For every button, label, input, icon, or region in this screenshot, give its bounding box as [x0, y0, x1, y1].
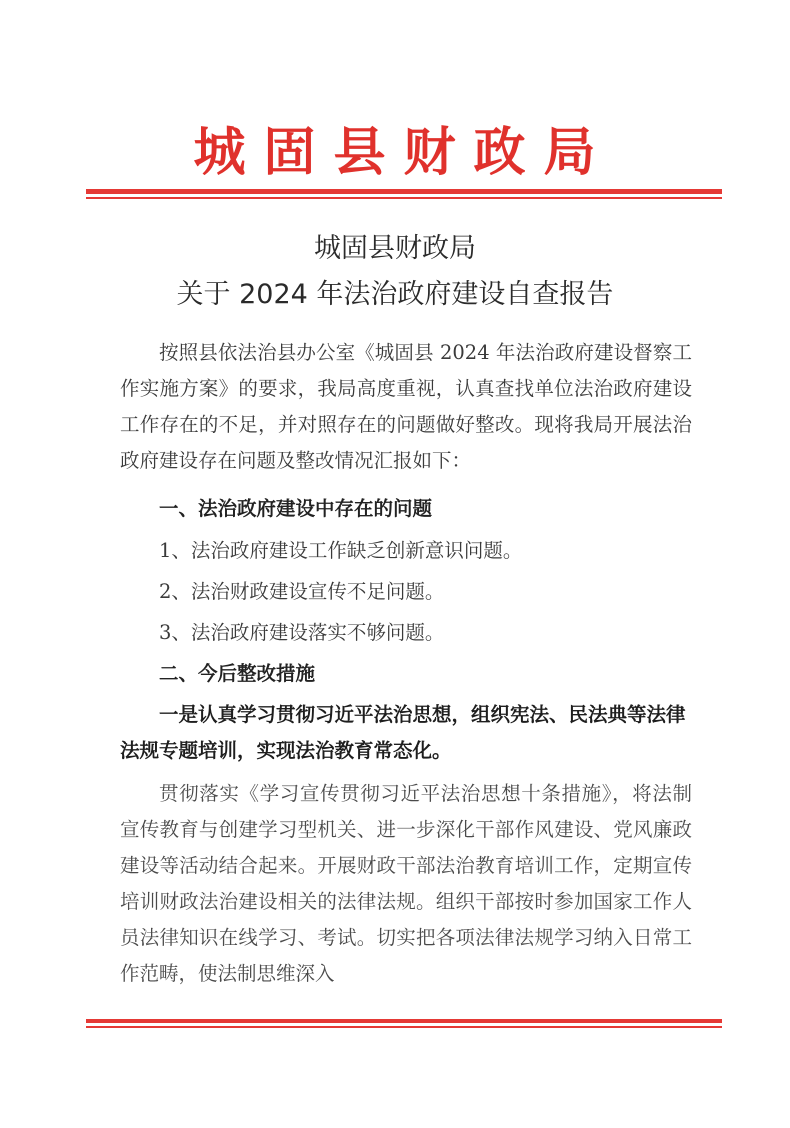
section-heading-measures: 二、今后整改措施: [159, 662, 316, 685]
footer-rule-thin: [86, 1026, 722, 1028]
intro-paragraph: 按照县依法治县办公室《城固县 2024 年法治政府建设督察工作实施方案》的要求，我局高度重视，认真查找单位法治政府建设工作存在的不足，并对照存在的问题做好整改。现将我局开展法治政府建设存在问题及整改情况汇报如下：: [120, 341, 692, 472]
report-title-line1: 城固县财政局: [314, 233, 476, 264]
issue-item: 3、法治政府建设落实不够问题。: [159, 621, 445, 644]
section-heading-problems: 一、法治政府建设中存在的问题: [159, 497, 433, 520]
header-rule-thin: [86, 197, 722, 199]
masthead-agency-name: 城固县财政局: [193, 122, 614, 183]
measure-lead-bold: 一是认真学习贯彻习近平法治思想，组织宪法、民法典等法律法规专题培训，实现法治教育常态化。: [120, 703, 686, 762]
header-rule-thick: [86, 189, 722, 194]
report-title-line2: 关于 2024 年法治政府建设自查报告: [176, 279, 614, 310]
issue-item: 1、法治政府建设工作缺乏创新意识问题。: [159, 539, 523, 562]
measure-body-paragraph: 贯彻落实《学习宣传贯彻习近平法治思想十条措施》，将法制宣传教育与创建学习型机关、进一步深化干部作风建设、党风廉政建设等活动结合起来。开展财政干部法治教育培训工作，定期宣传培训财政法治建设相关的法律法规。组织干部按时参加国家工作人员法律知识在线学习、考试。切实把各项法律法规学习纳入日常工作范畴，使法制思维深入: [120, 782, 692, 985]
issue-item: 2、法治财政建设宣传不足问题。: [159, 580, 445, 603]
footer-rule-thick: [86, 1019, 722, 1023]
